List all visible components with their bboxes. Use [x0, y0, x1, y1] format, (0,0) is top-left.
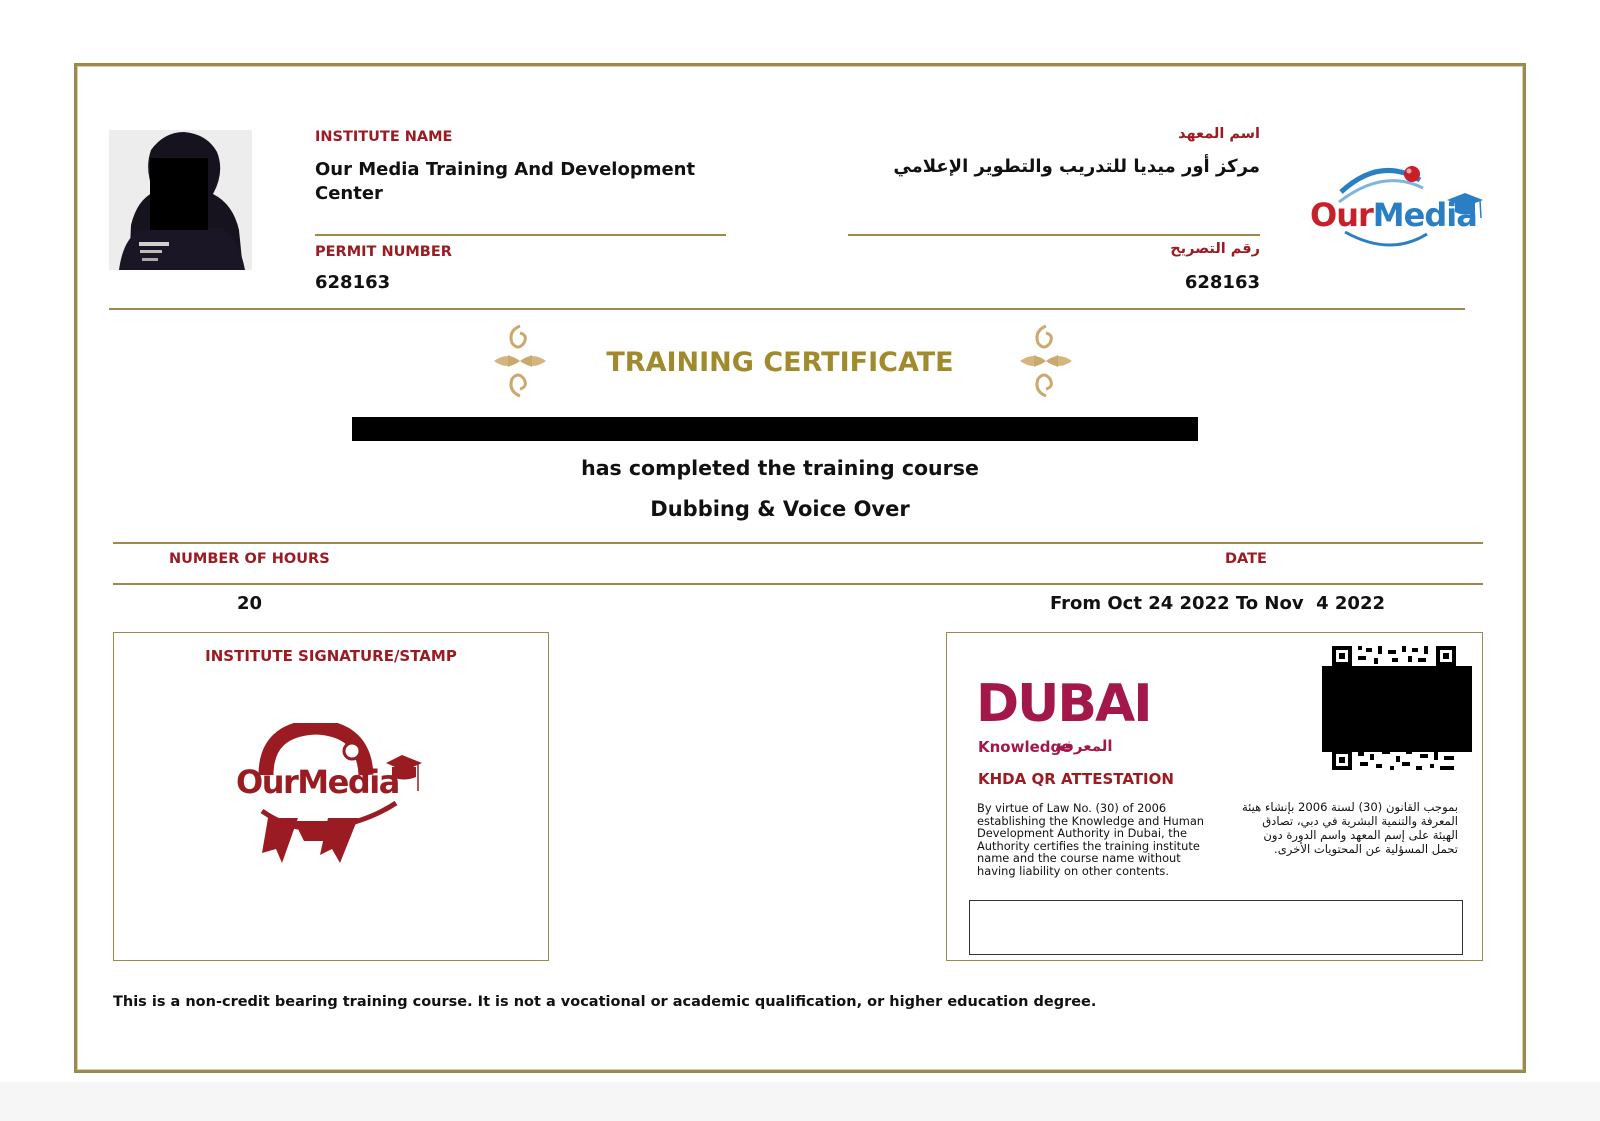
khda-arabic-text: بموجب القانون (30) لسنة 2006 بإنشاء هيئة المعرفة والتنمية البشرية في دبي، تصادق الهيئة على إسم المعهد واسم الدورة دون تحمل المسؤلية عن المحتويات الأخرى.: [1241, 800, 1458, 856]
details-bottom-line: [113, 583, 1483, 585]
face-redaction: [150, 158, 208, 230]
signature-label: INSTITUTE SIGNATURE/STAMP: [205, 647, 457, 665]
institute-name: Our Media Training And Development Center: [315, 159, 696, 204]
institute-name-label-ar: اسم المعهد: [1178, 126, 1260, 142]
qr-redaction: [1322, 666, 1472, 752]
ourmedia-logo-text: OurMedia: [1310, 196, 1477, 234]
permit-number-label: PERMIT NUMBER: [315, 244, 452, 260]
page-bottom-band: [0, 1082, 1600, 1121]
ourmedia-stamp: [236, 723, 426, 871]
permit-number: 628163: [315, 272, 391, 293]
completed-text: has completed the training course: [581, 456, 979, 480]
institute-name-ar-underline: [848, 234, 1260, 236]
hours-label: NUMBER OF HOURS: [169, 551, 330, 567]
khda-title: KHDA QR ATTESTATION: [978, 770, 1174, 788]
khda-english-text: By virtue of Law No. (30) of 2006 establishing the Knowledge and Human Development Authority in Dubai, the Authority certifies the training institute name and the course name without having liability on other contents.: [977, 801, 1205, 878]
dubai-logo-text: DUBAI: [976, 674, 1151, 734]
details-top-line: [113, 542, 1483, 544]
institute-name-ar: مركز أور ميديا للتدريب والتطوير الإعلامي: [893, 156, 1260, 177]
institute-name-label: INSTITUTE NAME: [315, 129, 453, 145]
ourmedia-logo-media: Media: [1372, 196, 1477, 234]
date-label: DATE: [1225, 551, 1267, 567]
recipient-name-redaction: [352, 417, 1198, 441]
permit-number-label-ar: رقم التصريح: [1170, 241, 1260, 257]
course-name: Dubbing & Voice Over: [650, 497, 910, 521]
footer-disclaimer: This is a non-credit bearing training course. It is not a vocational or academic qualification, or higher education degree.: [113, 994, 1097, 1010]
knowledge-text: Knowledge: [978, 738, 1072, 756]
header-divider: [109, 308, 1465, 310]
knowledge-text-ar: المعرفة: [1055, 737, 1113, 755]
left-ornament-icon: [490, 321, 550, 401]
date-value: From Oct 24 2022 To Nov 4 2022: [1049, 593, 1385, 614]
khda-empty-field: [969, 900, 1463, 955]
permit-number-ar: 628163: [1184, 272, 1260, 293]
institute-name-underline: [315, 234, 726, 236]
ourmedia-logo: [1305, 162, 1485, 262]
right-ornament-icon: [1016, 321, 1076, 401]
certificate-title: TRAINING CERTIFICATE: [606, 347, 954, 378]
stamp-text: OurMedia: [236, 763, 399, 801]
hours-value: 20: [237, 593, 263, 614]
